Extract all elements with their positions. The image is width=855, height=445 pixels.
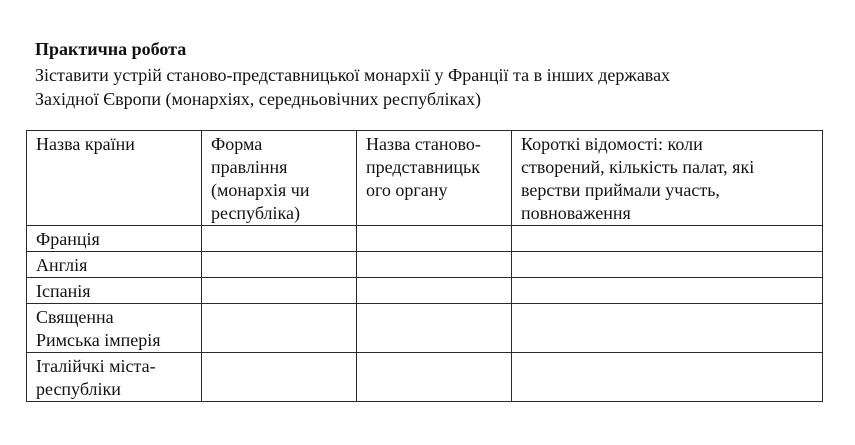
table-header-row xyxy=(27,131,823,226)
table-row xyxy=(27,304,823,353)
representative-body-cell[interactable] xyxy=(357,304,512,353)
country-cell: Священна Римська імперія xyxy=(27,304,202,353)
government-form-cell[interactable] xyxy=(202,304,357,353)
country-cell: Франція xyxy=(27,226,202,252)
government-form-cell[interactable] xyxy=(202,252,357,278)
document-subtitle xyxy=(35,63,835,111)
representative-body-cell[interactable] xyxy=(357,353,512,402)
brief-info-cell[interactable] xyxy=(512,252,823,278)
representative-body-cell[interactable] xyxy=(357,252,512,278)
government-form-cell[interactable] xyxy=(202,353,357,402)
country-cell: Іспанія xyxy=(27,278,202,304)
table-row xyxy=(27,353,823,402)
government-form-cell[interactable] xyxy=(202,278,357,304)
header-representative-body: Назва станово- представницьк ого органу xyxy=(357,131,512,226)
brief-info-cell[interactable] xyxy=(512,278,823,304)
representative-body-cell[interactable] xyxy=(357,278,512,304)
country-cell: Італійчкі міста- республіки xyxy=(27,353,202,402)
table-row xyxy=(27,252,823,278)
brief-info-cell[interactable] xyxy=(512,304,823,353)
government-form-cell[interactable] xyxy=(202,226,357,252)
representative-body-cell[interactable] xyxy=(357,226,512,252)
subtitle-line: Зіставити устрій станово-представницької монархії у Франції та в інших державах xyxy=(35,65,671,85)
brief-info-cell[interactable] xyxy=(512,226,823,252)
table-row xyxy=(27,226,823,252)
header-government-form: Форма правління (монархія чи республіка) xyxy=(202,131,357,226)
header-country-name: Назва країни xyxy=(27,131,202,226)
brief-info-cell[interactable] xyxy=(512,353,823,402)
country-cell: Англія xyxy=(27,252,202,278)
subtitle-line: Західної Європи (монархіях, середньовічних республіках) xyxy=(35,89,481,109)
comparison-table xyxy=(26,130,823,402)
header-brief-info: Короткі відомості: коли створений, кількість палат, які верстви приймали участь, повноваження xyxy=(512,131,823,226)
document-title: Практична робота xyxy=(35,39,187,59)
table-row xyxy=(27,278,823,304)
